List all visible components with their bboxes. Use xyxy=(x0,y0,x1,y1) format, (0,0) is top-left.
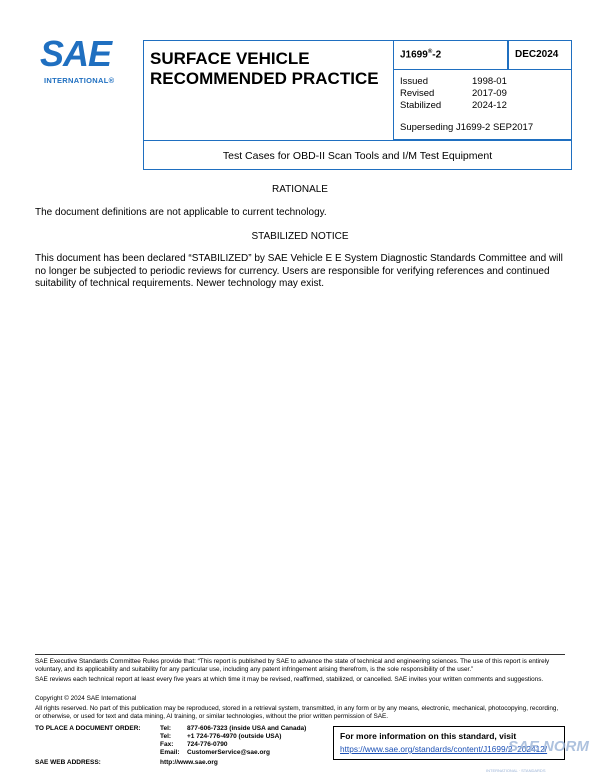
doc-number xyxy=(400,49,441,60)
issued-value: 1998-01 xyxy=(472,76,507,87)
tel2-label: Tel: xyxy=(160,733,172,740)
title-box xyxy=(143,40,393,140)
rationale-text: The document definitions are not applicable to current technology. xyxy=(35,207,327,218)
revised-label: Revised xyxy=(400,88,435,99)
order-label: TO PLACE A DOCUMENT ORDER: xyxy=(35,725,141,732)
logo-sub: INTERNATIONAL® xyxy=(44,76,115,85)
notice-heading: STABILIZED NOTICE xyxy=(251,231,349,242)
web-label: SAE WEB ADDRESS: xyxy=(35,759,101,766)
document-subtitle: Test Cases for OBD-II Scan Tools and I/M Test Equipment xyxy=(222,150,493,162)
doc-number-base: J1699 xyxy=(400,49,428,61)
email-label: Email: xyxy=(160,749,180,756)
title-line-1: SURFACE VEHICLE xyxy=(150,49,310,68)
doc-number-box xyxy=(393,40,508,70)
doc-number-suffix: -2 xyxy=(432,49,442,61)
footer-rights: All rights reserved. No part of this publication may be reproduced, stored in a retrieval system, transmitted, in any form or by any means, electronic, mechanical, photocopying, recording, or otherwise, or used for text and data mining, AI training, or similar technologies, without the prior written permission of SAE. xyxy=(35,705,559,720)
superseding: Superseding J1699-2 SEP2017 xyxy=(400,122,534,133)
footer-copyright: Copyright © 2024 SAE International xyxy=(35,695,137,702)
logo-letters: SAE xyxy=(40,33,112,74)
info-title: For more information on this standard, visit xyxy=(340,731,517,741)
footer-review: SAE reviews each technical report at least every five years at which time it may be revised, reaffirmed, stabilized, or cancelled. SAE invites your written comments and suggestions. xyxy=(35,676,544,683)
stabilized-label: Stabilized xyxy=(400,100,442,111)
watermark-sub: INTERNATIONAL · STANDARDS xyxy=(486,768,546,773)
history-box xyxy=(393,70,572,140)
footer-divider xyxy=(35,654,565,655)
revised-value: 2017-09 xyxy=(472,88,507,99)
tel2-value[interactable]: +1 724-776-4970 (outside USA) xyxy=(187,733,282,740)
doc-number-sup: ® xyxy=(427,49,433,55)
subtitle-box xyxy=(143,140,572,170)
document-type-title xyxy=(150,49,379,89)
doc-date-box xyxy=(508,40,572,70)
standard-link[interactable]: https://www.sae.org/standards/content/J1699/2_202412/ xyxy=(340,744,548,754)
stabilized-value: 2024-12 xyxy=(472,100,507,111)
doc-date: DEC2024 xyxy=(515,49,559,60)
title-line-2: RECOMMENDED PRACTICE xyxy=(150,69,379,88)
fax-label: Fax: xyxy=(160,741,174,748)
issued-label: Issued xyxy=(400,76,428,87)
footer-rules: SAE Executive Standards Committee Rules provide that: “This report is published by SAE to advance the state of technical and engineering sciences. The use of this report is entirely voluntary, and its applicability and suitability for any particular use, including any patent infringement arising therefrom, is the sole responsibility of the user.” xyxy=(35,658,550,673)
watermark: SAE NORM xyxy=(508,738,589,755)
tel1-label: Tel: xyxy=(160,725,172,732)
fax-value: 724-776-0790 xyxy=(187,741,228,748)
notice-text: This document has been declared “STABILIZED” by SAE Vehicle E E System Diagnostic Standards Committee and will no longer be subjected to periodic reviews for currency. Users are responsible for verifying references and continued suitability of technical requirements. Newer technology may exist. xyxy=(35,253,563,289)
sae-logo xyxy=(40,33,122,88)
rationale-heading: RATIONALE xyxy=(272,184,328,195)
email-value[interactable]: CustomerService@sae.org xyxy=(187,749,270,756)
web-value[interactable]: http://www.sae.org xyxy=(160,759,218,766)
tel1-value[interactable]: 877-606-7323 (inside USA and Canada) xyxy=(187,725,307,732)
